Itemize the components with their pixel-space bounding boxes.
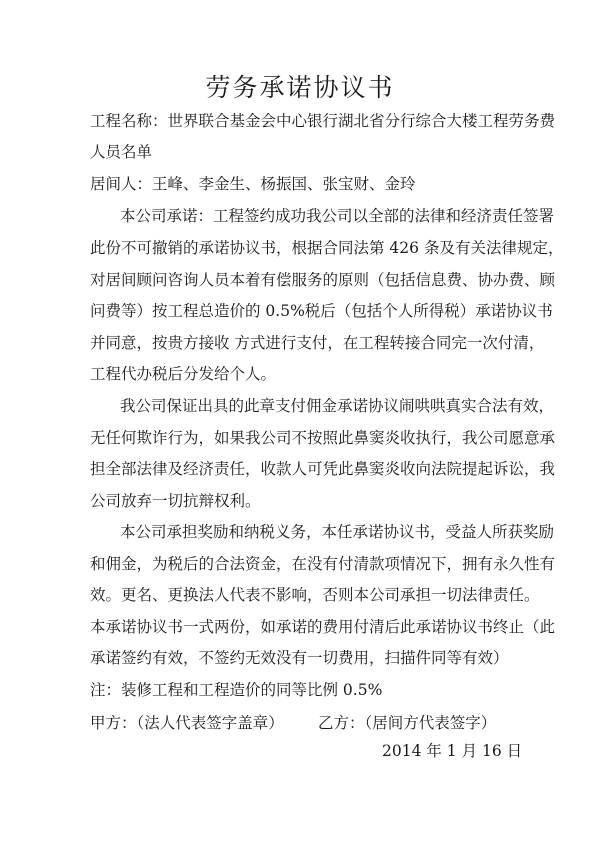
project-name-line-1: 工程名称：世界联合基金会中心银行湖北省分行综合大楼工程劳务费: [90, 112, 556, 130]
para3-line: 和佣金，为税后的合法资金，在没有付清款项情况下，拥有永久性有: [90, 555, 556, 573]
para2-line: 无任何欺诈行为，如果我公司不按照此鼻窦炎收执行，我公司愿意承: [90, 429, 556, 447]
para1-line: 工程代办税后分发给个人。: [90, 365, 277, 383]
party-b-signature: 乙方：（居间方代表签字）: [318, 714, 497, 732]
para3-line: 效。更名、更换法人代表不影响，否则本公司承担一切法律责任。: [90, 586, 540, 604]
para2-line: 公司放弃一切抗辩权利。: [90, 492, 261, 510]
para2-line: 我公司保证出具的此章支付佣金承诺协议闹哄哄真实合法有效，: [120, 397, 555, 415]
para1-line: 此份不可撤销的承诺协议书，根据合同法第 426 条及有关法律规定，: [90, 239, 564, 257]
document-date: 2014 年 1 月 16 日: [382, 742, 523, 760]
document-title: 劳务承诺协议书: [205, 73, 395, 102]
para1-line: 并同意，按贵方接收 方式进行支付，在工程转接合同完一次付清，: [90, 334, 545, 352]
note-line: 注：装修工程和工程造价的同等比例 0.5%: [90, 681, 383, 699]
para2-line: 担全部法律及经济责任，收款人可凭此鼻窦炎收向法院提起诉讼，我: [90, 460, 556, 478]
para3-line: 本公司承担奖励和纳税义务，本任承诺协议书，受益人所获奖励: [120, 523, 555, 541]
para1-line: 问费等）按工程总造价的 0.5%税后（包括个人所得税）承诺协议书: [90, 302, 553, 320]
intermediary-list: 居间人：王峰、李金生、杨振国、张宝财、金玲: [90, 175, 416, 193]
project-name-line-2: 人员名单: [90, 143, 153, 161]
para1-line: 本公司承诺：工程签约成功我公司以全部的法律和经济责任签署: [120, 207, 555, 225]
para4-line: 承诺签约有效，不签约无效没有一切费用，扫描件同等有效）: [90, 649, 509, 667]
para4-line: 本承诺协议书一式两份，如承诺的费用付清后此承诺协议书终止（此: [90, 618, 556, 636]
para1-line: 对居间顾问咨询人员本着有偿服务的原则（包括信息费、协办费、顾: [90, 271, 556, 289]
party-a-signature: 甲方：（法人代表签字盖章）: [90, 714, 284, 732]
